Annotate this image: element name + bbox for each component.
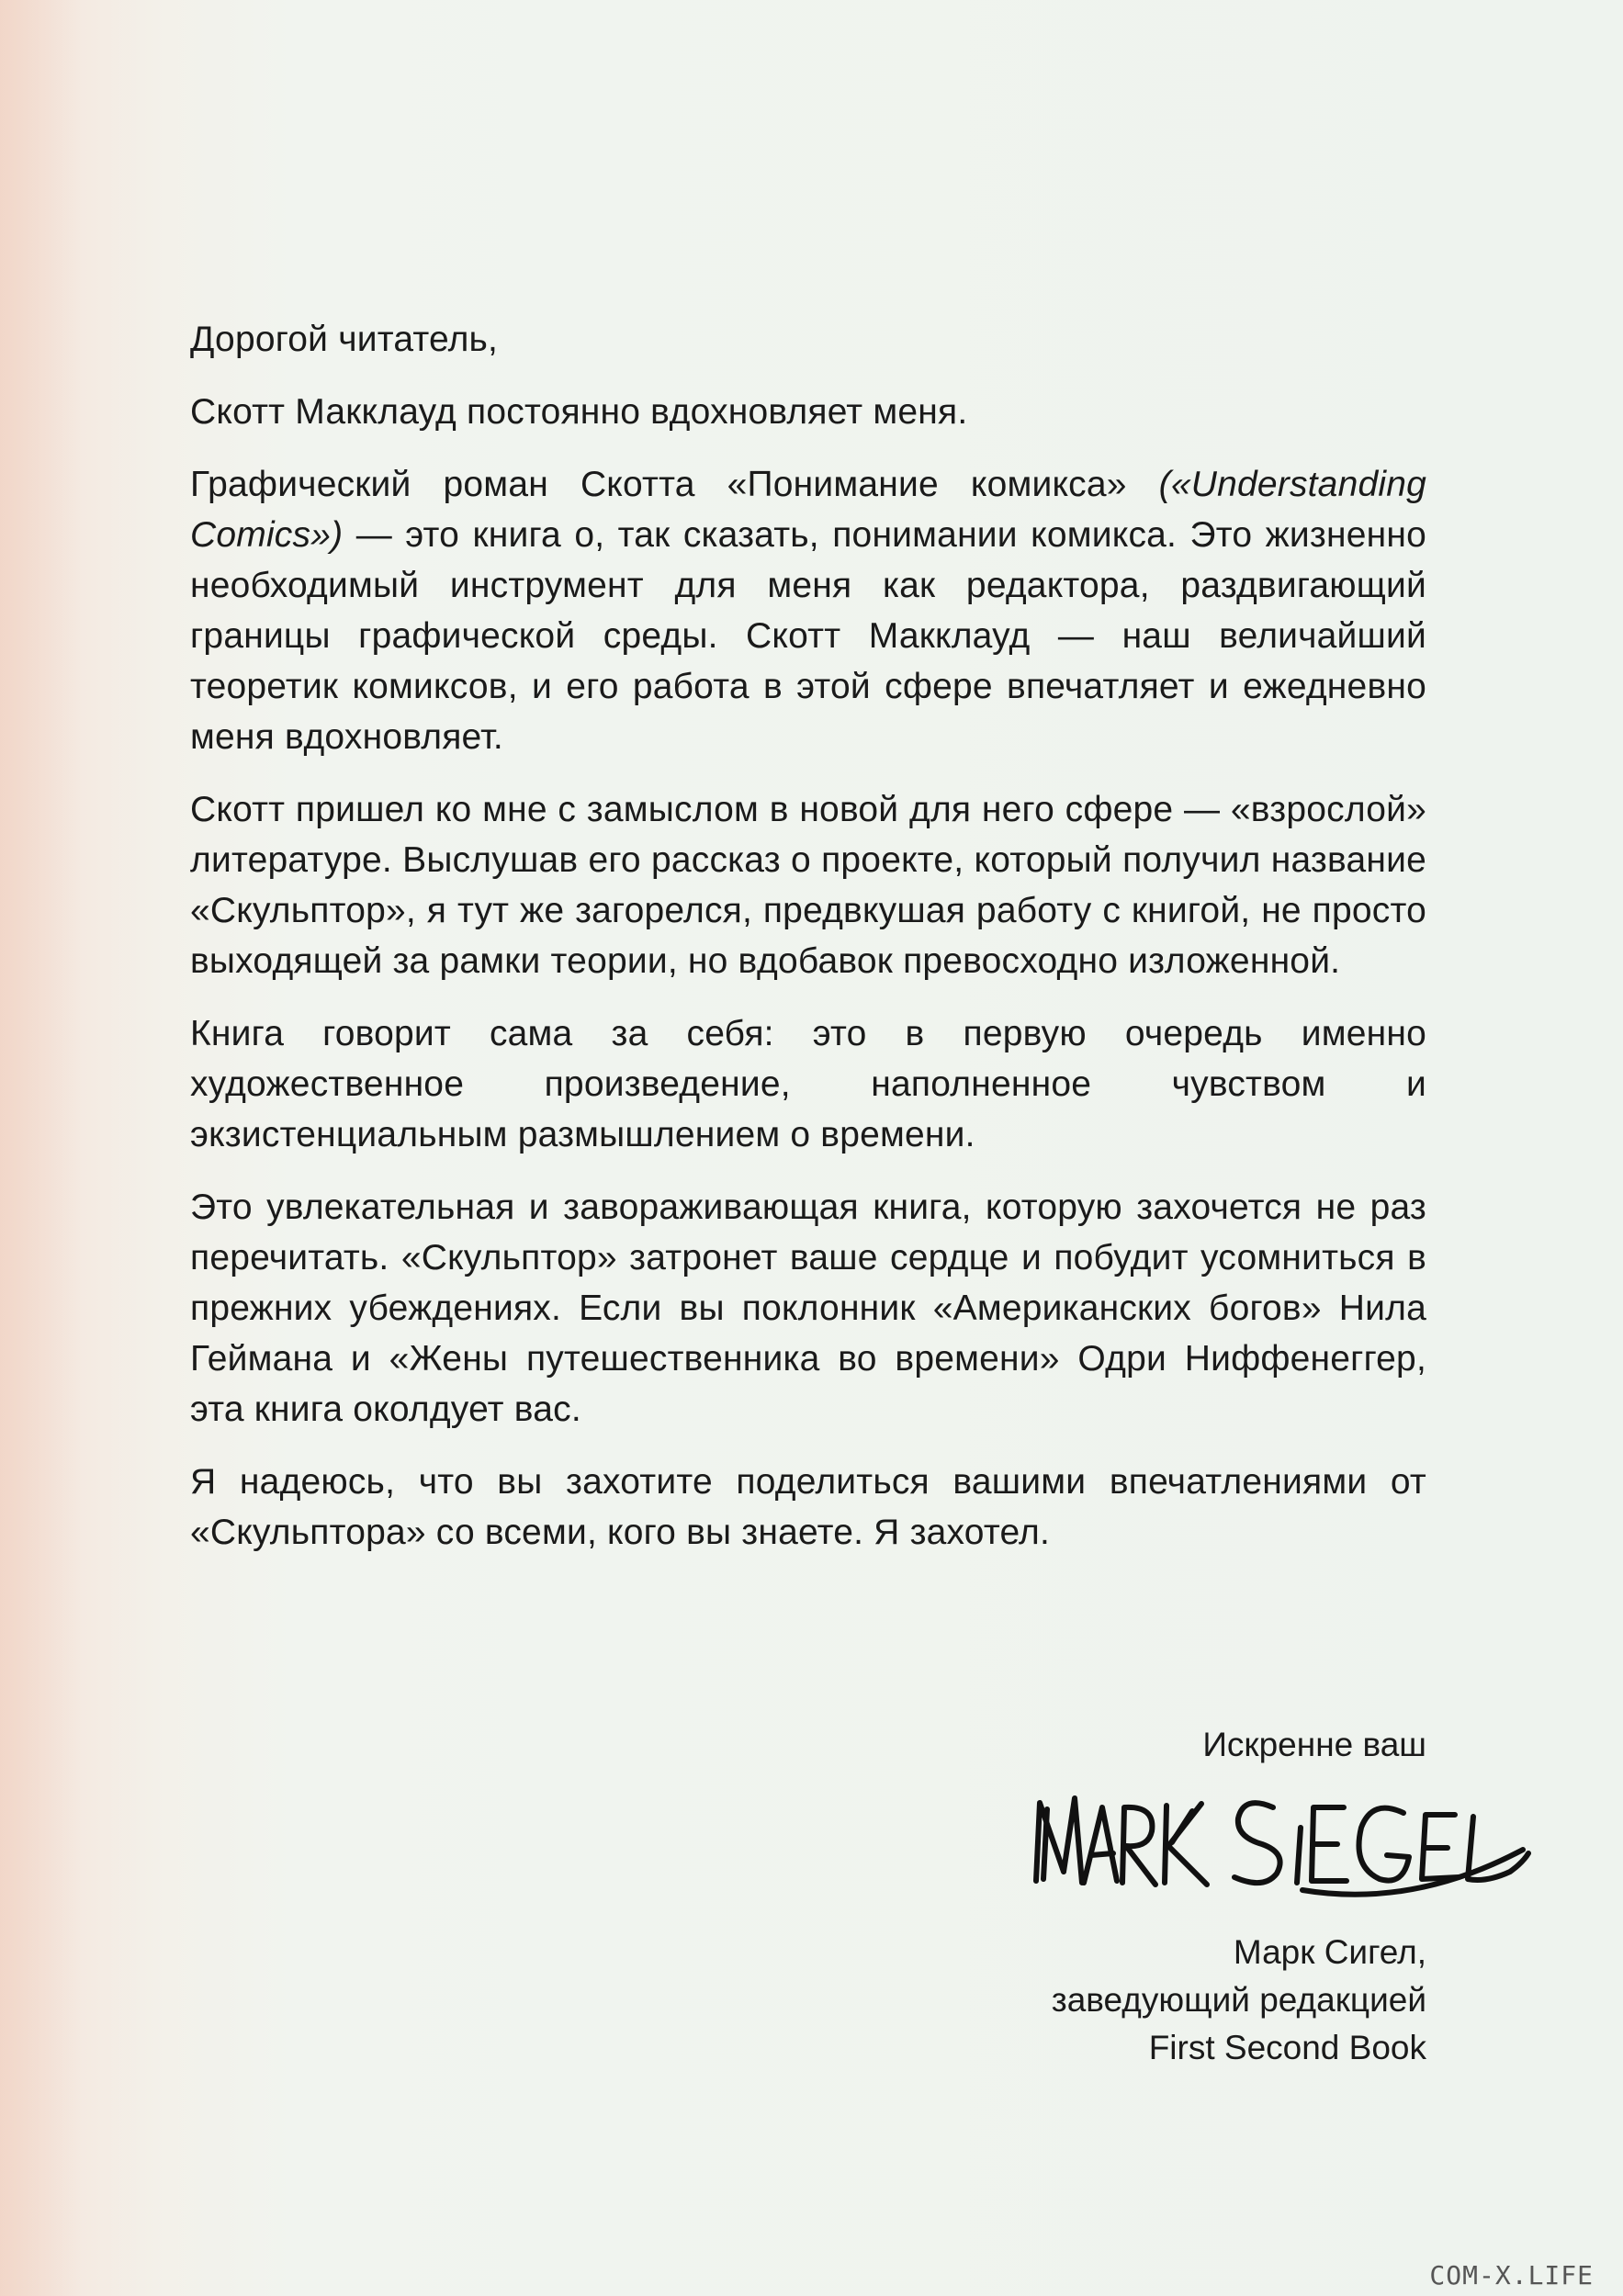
site-watermark: COM-X.LIFE: [1429, 2260, 1594, 2290]
signer-name: Марк Сигел,: [1233, 1933, 1426, 1971]
salutation: Дорогой читатель,: [190, 320, 499, 359]
handwritten-signature: [1027, 1771, 1532, 1908]
paragraph-2-italic-title: («Understanding Comics»): [190, 465, 1426, 555]
paragraph-3: Скотт пришел ко мне с замыслом в новой для него сфере — «взрослой» литературе. Выслушав его рассказ о проекте, который получил название «Скульптор», я тут же загорелся, предвкушая работу с книгой, не просто выходящей за рамки теории, но вдобавок превосходно изложенной.: [190, 790, 1426, 981]
letter-body: [190, 314, 1426, 1580]
page-edge-tint: [0, 0, 83, 2296]
closing: Искренне ваш: [1202, 1726, 1426, 1763]
paragraph-2: [190, 459, 1426, 762]
paragraph-2-start: Графический роман Скотта «Понимание комикса»: [190, 465, 1159, 504]
signer-company: First Second Book: [1148, 2029, 1426, 2066]
signer-title: заведующий редакцией: [1051, 1981, 1426, 2019]
signer-block: [1052, 1929, 1426, 2072]
paragraph-2-end: — это книга о, так сказать, понимании комикса. Это жизненно необходимый инструмент для меня как редактора, раздвигающий границы графической среды. Скотт Макклауд — наш величайший теоретик комиксов, и его работа в этой сфере впечатляет и ежедневно меня вдохновляет.: [190, 515, 1426, 757]
paragraph-6: Я надеюсь, что вы захотите поделиться вашими впечатлениями от «Скульптора» со всеми, кого вы знаете. Я захотел.: [190, 1462, 1426, 1552]
paragraph-1: Скотт Макклауд постоянно вдохновляет меня.: [190, 392, 968, 432]
paragraph-4: Книга говорит сама за себя: это в первую очередь именно художественное произведение, наполненное чувством и экзистенциальным размышлением о времени.: [190, 1014, 1426, 1154]
paragraph-5: Это увлекательная и завораживающая книга, которую захочется не раз перечитать. «Скульптор» затронет ваше сердце и побудит усомниться в прежних убеждениях. Если вы поклонник «Американских богов» Нила Геймана и «Жены путешественника во времени» Одри Ниффенеггер, эта книга околдует вас.: [190, 1187, 1426, 1429]
